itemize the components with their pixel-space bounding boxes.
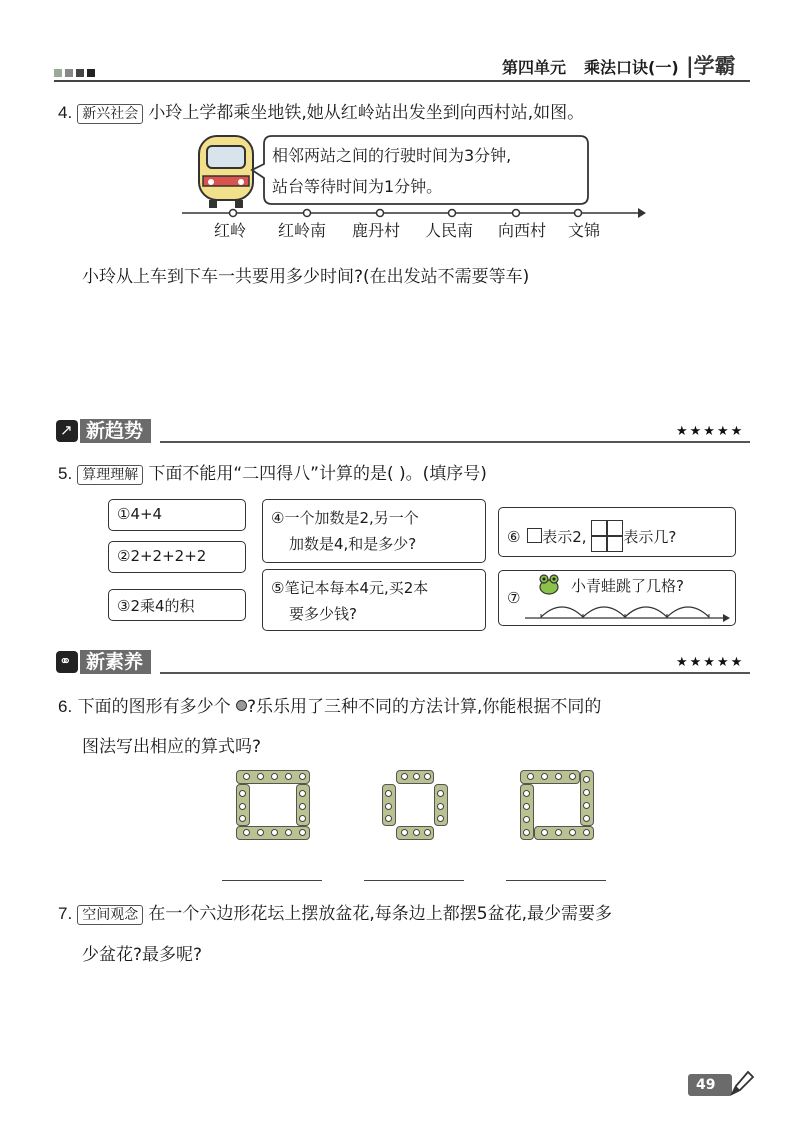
dot bbox=[243, 773, 250, 780]
dot-bar bbox=[236, 826, 310, 840]
option-6-mid: 表示2, bbox=[542, 528, 587, 546]
train-icon bbox=[195, 132, 257, 212]
difficulty-stars: ★★★★★ bbox=[676, 424, 745, 439]
header-squares bbox=[54, 62, 95, 81]
dot bbox=[257, 829, 264, 836]
q7-line1: 在一个六边形花坛上摆放盆花,每条边上都摆5盆花,最少需要多 bbox=[148, 904, 612, 924]
q4-tag: 新兴社会 bbox=[77, 104, 143, 124]
dot bbox=[437, 803, 444, 810]
dot-bar bbox=[396, 770, 434, 784]
q5-text: 下面不能用“二四得八”计算的是( )。(填序号) bbox=[148, 464, 487, 484]
q4-text: 小玲上学都乘坐地铁,她从红岭站出发坐到向西村站,如图。 bbox=[148, 103, 585, 123]
dot bbox=[541, 773, 548, 780]
answer-line-3[interactable] bbox=[506, 880, 606, 881]
option-4-line1: ④一个加数是2,另一个 bbox=[271, 509, 419, 527]
station-dot bbox=[449, 210, 456, 217]
q7-heading bbox=[58, 899, 612, 925]
link-icon: ⚭ bbox=[56, 651, 78, 673]
dot bbox=[239, 790, 246, 797]
dot-bar bbox=[236, 770, 310, 784]
brand-text: 学霸 bbox=[693, 54, 736, 78]
header-rule bbox=[54, 80, 750, 82]
dot bbox=[271, 773, 278, 780]
dot bbox=[239, 815, 246, 822]
station-label: 红岭 bbox=[214, 221, 247, 240]
dot-bar bbox=[236, 784, 250, 826]
q6-line1-b: ?乐乐用了三种不同的方法计算,你能根据不同的 bbox=[247, 697, 602, 717]
pencil-icon bbox=[728, 1070, 754, 1098]
dot-figure-1 bbox=[236, 770, 310, 840]
option-5 bbox=[262, 569, 486, 631]
option-7 bbox=[498, 570, 736, 626]
dot bbox=[385, 815, 392, 822]
option-4 bbox=[262, 499, 486, 563]
dot bbox=[413, 829, 420, 836]
dot bbox=[527, 773, 534, 780]
dot bbox=[271, 829, 278, 836]
dot-bar bbox=[296, 784, 310, 826]
q4-question: 小玲从上车到下车一共要用多少时间?(在出发站不需要等车) bbox=[82, 267, 530, 287]
bubble-line-1: 相邻两站之间的行驶时间为3分钟, bbox=[272, 146, 512, 165]
station-label: 向西村 bbox=[498, 221, 547, 240]
dot bbox=[583, 815, 590, 822]
dot-bar bbox=[534, 826, 594, 840]
bubble-line-2: 站台等待时间为1分钟。 bbox=[272, 177, 443, 196]
section-rule bbox=[160, 441, 750, 443]
dot-figure-2 bbox=[382, 770, 448, 840]
dot bbox=[523, 803, 530, 810]
dot bbox=[285, 829, 292, 836]
option-6 bbox=[498, 507, 736, 557]
dot bbox=[385, 790, 392, 797]
dot bbox=[583, 789, 590, 796]
section-title-trend: 新趋势 bbox=[80, 419, 151, 443]
number-line-jumps bbox=[523, 593, 731, 623]
q5-heading bbox=[58, 459, 487, 485]
dot bbox=[299, 773, 306, 780]
dot bbox=[299, 790, 306, 797]
dot bbox=[424, 829, 431, 836]
option-2-text: ②2+2+2+2 bbox=[117, 547, 207, 565]
dot bbox=[569, 829, 576, 836]
dot bbox=[583, 776, 590, 783]
q4-heading bbox=[58, 98, 584, 124]
frog-icon bbox=[537, 573, 561, 595]
page-number: 49 bbox=[696, 1077, 716, 1093]
option-3-text: ③2乘4的积 bbox=[117, 597, 195, 615]
dot bbox=[401, 829, 408, 836]
dot bbox=[569, 773, 576, 780]
dot-bar bbox=[434, 784, 448, 826]
q4-number: 4. bbox=[58, 103, 73, 122]
option-6-end: 表示几? bbox=[623, 528, 677, 546]
station-label: 人民南 bbox=[425, 221, 474, 240]
dot bbox=[257, 773, 264, 780]
dot bbox=[583, 829, 590, 836]
dot bbox=[243, 829, 250, 836]
dot bbox=[385, 803, 392, 810]
station-dot bbox=[575, 210, 582, 217]
section-title-literacy: 新素养 bbox=[80, 650, 151, 674]
dot bbox=[299, 803, 306, 810]
q5-number: 5. bbox=[58, 464, 73, 483]
dot bbox=[541, 829, 548, 836]
station-label: 文锦 bbox=[568, 221, 601, 240]
dot bbox=[424, 773, 431, 780]
option-5-line2: 要多少钱? bbox=[289, 605, 357, 623]
option-1-text: ①4+4 bbox=[117, 505, 163, 523]
option-7-num: ⑦ bbox=[507, 589, 521, 607]
dot bbox=[523, 790, 530, 797]
station-dot bbox=[513, 210, 520, 217]
station-label: 红岭南 bbox=[278, 221, 327, 240]
small-square-icon bbox=[527, 528, 542, 543]
q6-line1-a: 下面的图形有多少个 bbox=[77, 697, 231, 717]
q6-line1 bbox=[58, 692, 601, 717]
dot bbox=[413, 773, 420, 780]
dot bbox=[299, 815, 306, 822]
dot bbox=[285, 773, 292, 780]
dot-bar bbox=[520, 784, 534, 840]
option-2 bbox=[108, 541, 246, 573]
q7-number: 7. bbox=[58, 904, 73, 923]
answer-line-1[interactable] bbox=[222, 880, 322, 881]
q5-tag: 算理理解 bbox=[77, 465, 143, 485]
dot bbox=[523, 829, 530, 836]
dot bbox=[401, 773, 408, 780]
q7-line2: 少盆花?最多呢? bbox=[82, 945, 203, 965]
station-dot bbox=[304, 210, 311, 217]
dot bbox=[583, 802, 590, 809]
q6-line2: 图法写出相应的算式吗? bbox=[82, 737, 262, 757]
difficulty-stars: ★★★★★ bbox=[676, 655, 745, 670]
section-rule bbox=[160, 672, 750, 674]
dot-bar bbox=[580, 770, 594, 826]
header-unit: 第四单元 bbox=[502, 58, 567, 77]
dot bbox=[437, 790, 444, 797]
q7-tag: 空间观念 bbox=[77, 905, 143, 925]
dot-bar bbox=[396, 826, 434, 840]
dot-icon bbox=[236, 700, 247, 711]
station-dot bbox=[230, 210, 237, 217]
dot bbox=[299, 829, 306, 836]
dot-figure-3 bbox=[520, 770, 594, 840]
station-dot bbox=[377, 210, 384, 217]
dot-bar bbox=[382, 784, 396, 826]
option-5-line1: ⑤笔记本每本4元,买2本 bbox=[271, 579, 429, 597]
option-3 bbox=[108, 589, 246, 621]
q6-number: 6. bbox=[58, 697, 73, 716]
dot bbox=[239, 803, 246, 810]
dot bbox=[523, 816, 530, 823]
four-square-grid-icon bbox=[591, 520, 623, 552]
header-lesson: 乘法口诀(一) bbox=[584, 58, 679, 77]
dot bbox=[437, 815, 444, 822]
option-1 bbox=[108, 499, 246, 531]
option-6-num: ⑥ bbox=[507, 528, 521, 546]
answer-line-2[interactable] bbox=[364, 880, 464, 881]
dot bbox=[555, 773, 562, 780]
trend-icon: ↗ bbox=[56, 420, 78, 442]
dot-bar bbox=[520, 770, 580, 784]
dot bbox=[555, 829, 562, 836]
option-7-text: 小青蛙跳了几格? bbox=[571, 577, 684, 595]
station-label: 鹿丹村 bbox=[352, 221, 401, 240]
header-brand: |学霸 bbox=[686, 54, 736, 78]
option-4-line2: 加数是4,和是多少? bbox=[289, 535, 417, 553]
